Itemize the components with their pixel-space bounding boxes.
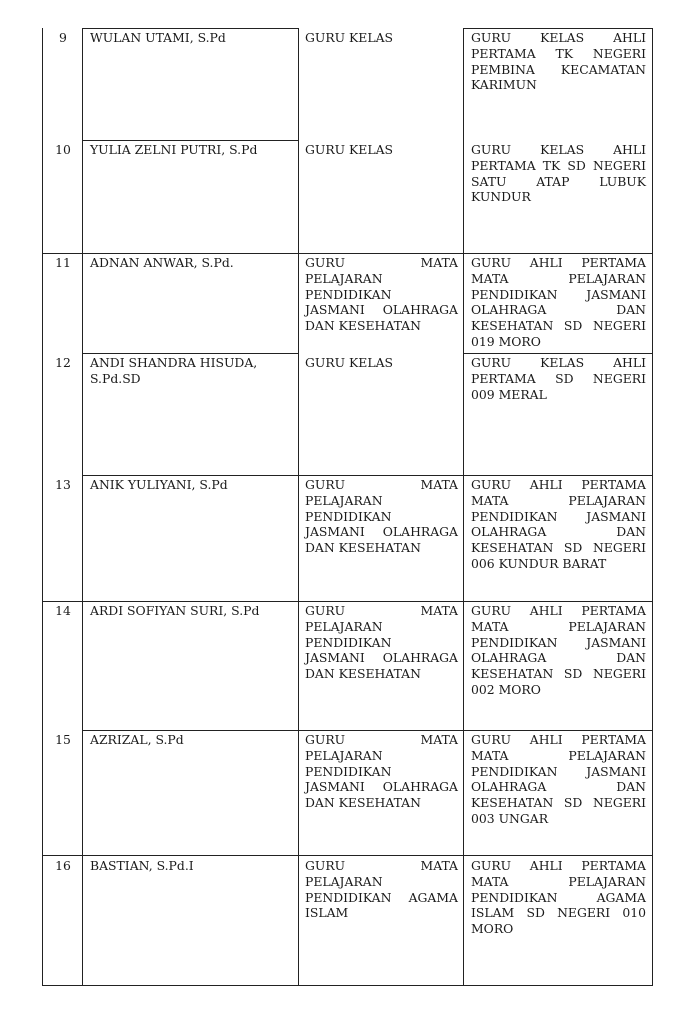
assignment-unit-line: PENDIDIKAN JASMANI: [471, 763, 646, 779]
row-border: [42, 253, 652, 254]
assignment-unit: [471, 355, 646, 402]
position-title: [305, 858, 458, 921]
assignment-unit-line: KUNDUR: [471, 189, 531, 205]
employee-name: [90, 732, 290, 748]
assignment-unit-line: KESEHATAN SD NEGERI: [471, 666, 646, 682]
employee-name: [90, 142, 290, 158]
assignment-unit: [471, 255, 646, 350]
position-title-line: GURU MATA: [305, 477, 458, 492]
position-title-line: JASMANI OLAHRAGA: [305, 779, 458, 795]
position-title-line: ISLAM: [305, 905, 349, 921]
employee-name-line: ARDI SOFIYAN SURI, S.Pd: [90, 603, 260, 618]
assignment-unit-line: MATA PELAJARAN: [471, 873, 646, 889]
position-title-line: PELAJARAN: [305, 618, 383, 634]
assignment-unit-line: 009 MERAL: [471, 386, 547, 402]
table-border-col2: [298, 28, 299, 986]
position-title-line: JASMANI OLAHRAGA: [305, 524, 458, 540]
position-title-line: DAN KESEHATAN: [305, 318, 421, 334]
employee-name: [90, 477, 290, 493]
position-title-line: DAN KESEHATAN: [305, 795, 421, 811]
row-number: 14: [55, 603, 71, 618]
assignment-unit-line: MATA PELAJARAN: [471, 618, 646, 634]
assignment-unit-line: GURU AHLI PERTAMA: [471, 603, 646, 618]
employee-name-line: ANIK YULIYANI, S.Pd: [90, 477, 228, 492]
row-number: 10: [55, 142, 71, 157]
position-title-line: GURU KELAS: [305, 355, 394, 370]
position-title-line: PELAJARAN: [305, 270, 383, 286]
employee-name-line: ANDI SHANDRA HISUDA,: [90, 355, 258, 370]
position-title: [305, 255, 458, 334]
assignment-unit-line: 006 KUNDUR BARAT: [471, 555, 607, 571]
table-border-left: [42, 28, 43, 986]
position-title-line: GURU MATA: [305, 603, 458, 618]
assignment-unit-line: GURU AHLI PERTAMA: [471, 732, 646, 747]
position-title: [305, 355, 458, 371]
position-title-line: GURU KELAS: [305, 30, 394, 45]
assignment-unit-line: 002 MORO: [471, 681, 541, 697]
assignment-unit-line: PENDIDIKAN JASMANI: [471, 508, 646, 524]
row-number: 11: [55, 255, 71, 270]
assignment-unit: [471, 732, 646, 827]
assignment-unit-line: GURU KELAS AHLI: [471, 30, 646, 45]
assignment-unit-line: KARIMUN: [471, 77, 537, 93]
assignment-unit: [471, 477, 646, 572]
position-title-line: DAN KESEHATAN: [305, 540, 421, 556]
position-title: [305, 477, 458, 556]
position-title: [305, 603, 458, 682]
assignment-unit-line: OLAHRAGA DAN: [471, 779, 646, 795]
employee-name-line: BASTIAN, S.Pd.I: [90, 858, 194, 873]
assignment-unit-line: PERTAMA TK NEGERI: [471, 45, 646, 61]
table-border-col3: [463, 28, 464, 986]
position-title-line: GURU MATA: [305, 255, 458, 270]
employee-name-line: YULIA ZELNI PUTRI, S.Pd: [90, 142, 258, 157]
assignment-unit-line: GURU AHLI PERTAMA: [471, 477, 646, 492]
position-title: [305, 30, 458, 46]
row-border: [82, 140, 298, 141]
position-title-line: GURU MATA: [305, 732, 458, 747]
assignment-unit-line: OLAHRAGA DAN: [471, 524, 646, 540]
assignment-unit-line: KESEHATAN SD NEGERI: [471, 540, 646, 556]
position-title-line: PENDIDIKAN: [305, 634, 392, 650]
row-border: [463, 28, 652, 29]
assignment-unit-line: KESEHATAN SD NEGERI: [471, 318, 646, 334]
assignment-unit-line: OLAHRAGA DAN: [471, 650, 646, 666]
position-title-line: GURU MATA: [305, 858, 458, 873]
position-title: [305, 732, 458, 811]
row-border: [42, 601, 652, 602]
assignment-unit-line: PENDIDIKAN AGAMA: [471, 889, 646, 905]
row-border: [82, 353, 298, 354]
employee-name: [90, 858, 290, 874]
position-title-line: JASMANI OLAHRAGA: [305, 302, 458, 318]
position-title-line: JASMANI OLAHRAGA: [305, 650, 458, 666]
assignment-unit-line: MATA PELAJARAN: [471, 747, 646, 763]
position-title-line: PELAJARAN: [305, 492, 383, 508]
assignment-unit: [471, 30, 646, 93]
employee-name: [90, 30, 290, 46]
assignment-unit-line: GURU AHLI PERTAMA: [471, 255, 646, 270]
assignment-unit-line: ISLAM SD NEGERI 010: [471, 905, 646, 921]
employee-name: [90, 255, 290, 271]
table-border-right: [652, 28, 653, 986]
position-title-line: PENDIDIKAN: [305, 286, 392, 302]
employee-name: [90, 355, 290, 387]
assignment-unit-line: PENDIDIKAN JASMANI: [471, 634, 646, 650]
assignment-unit-line: MATA PELAJARAN: [471, 270, 646, 286]
row-number: 13: [55, 477, 71, 492]
assignment-unit: [471, 858, 646, 937]
employee-name-line: ADNAN ANWAR, S.Pd.: [90, 255, 234, 270]
table-border-bottom: [42, 985, 653, 986]
row-number: 12: [55, 355, 71, 370]
assignment-unit-line: GURU AHLI PERTAMA: [471, 858, 646, 873]
assignment-unit-line: PEMBINA KECAMATAN: [471, 61, 646, 77]
row-border: [463, 353, 652, 354]
row-border: [82, 730, 652, 731]
assignment-unit-line: OLAHRAGA DAN: [471, 302, 646, 318]
row-border: [82, 475, 652, 476]
assignment-unit-line: KESEHATAN SD NEGERI: [471, 795, 646, 811]
position-title: [305, 142, 458, 158]
table-border-col1: [82, 28, 83, 986]
employee-name-line: WULAN UTAMI, S.Pd: [90, 30, 226, 45]
row-border: [82, 28, 298, 29]
assignment-unit-line: 003 UNGAR: [471, 810, 549, 826]
position-title-line: PENDIDIKAN: [305, 508, 392, 524]
assignment-unit-line: PERTAMA SD NEGERI: [471, 370, 646, 386]
row-border: [42, 855, 652, 856]
assignment-unit-line: GURU KELAS AHLI: [471, 355, 646, 370]
position-title-line: PENDIDIKAN AGAMA: [305, 889, 458, 905]
position-title-line: GURU KELAS: [305, 142, 394, 157]
assignment-unit-line: 019 MORO: [471, 333, 541, 349]
row-number: 16: [55, 858, 71, 873]
row-number: 9: [59, 30, 67, 45]
assignment-unit-line: MATA PELAJARAN: [471, 492, 646, 508]
assignment-unit-line: PENDIDIKAN JASMANI: [471, 286, 646, 302]
position-title-line: DAN KESEHATAN: [305, 666, 421, 682]
row-number: 15: [55, 732, 71, 747]
employee-name: [90, 603, 290, 619]
assignment-unit: [471, 142, 646, 205]
assignment-unit-line: SATU ATAP LUBUK: [471, 173, 646, 189]
assignment-unit-line: PERTAMA TK SD NEGERI: [471, 157, 646, 173]
employee-name-line: S.Pd.SD: [90, 370, 141, 386]
position-title-line: PENDIDIKAN: [305, 763, 392, 779]
employee-name-line: AZRIZAL, S.Pd: [90, 732, 184, 747]
assignment-unit-line: MORO: [471, 921, 514, 937]
position-title-line: PELAJARAN: [305, 873, 383, 889]
assignment-unit: [471, 603, 646, 698]
assignment-unit-line: GURU KELAS AHLI: [471, 142, 646, 157]
position-title-line: PELAJARAN: [305, 747, 383, 763]
